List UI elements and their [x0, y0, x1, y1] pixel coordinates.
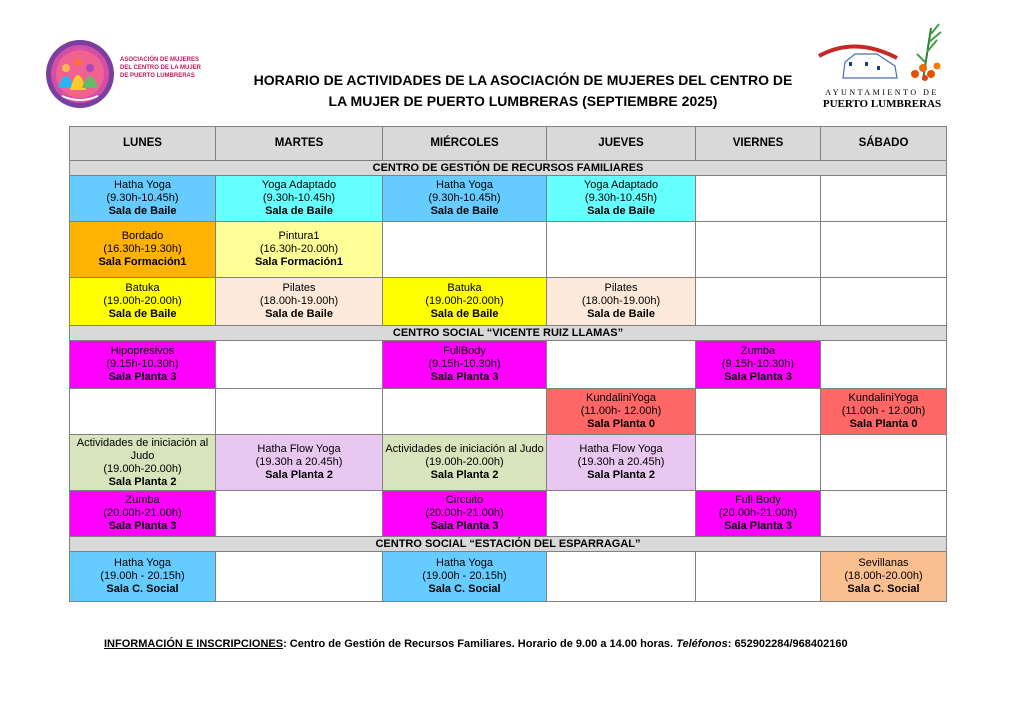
activity-place: Sala Planta 2 — [108, 475, 177, 488]
activity-time: (19.00h-20.00h) — [425, 295, 504, 307]
day-header-thursday: JUEVES — [547, 127, 696, 161]
activity-cell — [216, 278, 383, 326]
schedule-row — [70, 389, 947, 435]
empty-cell — [696, 222, 821, 278]
activity-name: Yoga Adaptado — [583, 179, 659, 191]
empty-cell — [547, 491, 696, 537]
empty-cell — [547, 552, 696, 602]
activity-cell — [547, 389, 696, 435]
activity-cell — [821, 552, 947, 602]
empty-cell — [821, 491, 947, 537]
activity-time: (19.30h a 20.45h) — [577, 456, 665, 468]
activity-name: Hatha Yoga — [114, 179, 171, 191]
activity-time: (19.00h-20.00h) — [103, 462, 182, 475]
activity-place: Sala C. Social — [106, 583, 179, 595]
activity-name: Bordado — [121, 230, 164, 242]
activity-place: Sala Planta 0 — [587, 418, 655, 430]
activity-place: Sala Planta 3 — [724, 520, 792, 532]
activity-place: Sala de Baile — [265, 205, 333, 217]
activity-cell — [216, 435, 383, 491]
activity-place: Sala Planta 3 — [430, 371, 499, 383]
municipality-name: PUERTO LUMBRERAS — [822, 98, 942, 110]
activity-name: Circuito — [445, 494, 484, 506]
activity-name: Pilates — [604, 282, 638, 294]
activity-place: Sala Formación1 — [98, 256, 187, 268]
schedule-row — [70, 341, 947, 389]
activity-name: Zumba — [740, 345, 776, 357]
activity-name: Hatha Yoga — [436, 557, 493, 569]
activity-time: (19.30h a 20.45h) — [255, 456, 343, 468]
activity-name: Sevillanas — [858, 557, 909, 569]
activity-name: Yoga Adaptado — [261, 179, 337, 191]
activity-time: (9.30h-10.45h) — [428, 192, 501, 204]
empty-cell — [696, 389, 821, 435]
activity-cell — [821, 389, 947, 435]
empty-cell — [696, 435, 821, 491]
empty-cell — [216, 552, 383, 602]
activity-name: Actividades de iniciación al Judo — [385, 443, 544, 455]
activity-name: KundaliniYoga — [848, 392, 919, 404]
activity-name: Pintura1 — [278, 230, 320, 242]
section-title: CENTRO SOCIAL “ESTACIÓN DEL ESPARRAGAL” — [70, 537, 947, 552]
section-title: CENTRO DE GESTIÓN DE RECURSOS FAMILIARES — [70, 161, 947, 176]
activity-time: (19.00h-20.00h) — [425, 456, 504, 468]
activity-cell — [696, 341, 821, 389]
activity-place: Sala Planta 0 — [849, 418, 918, 430]
section-title: CENTRO SOCIAL “VICENTE RUIZ LLAMAS” — [70, 326, 947, 341]
activity-time: (19.00h-20.00h) — [103, 295, 182, 307]
activity-place: Sala Planta 2 — [265, 469, 333, 481]
activity-name: Hatha Yoga — [114, 557, 171, 569]
activity-time: (18.00h-20.00h) — [844, 570, 923, 582]
activity-place: Sala de Baile — [587, 308, 655, 320]
activity-time: (20.00h-21.00h) — [718, 507, 798, 519]
activity-place: Sala Planta 2 — [430, 469, 499, 481]
schedule-row — [70, 552, 947, 602]
empty-cell — [383, 222, 547, 278]
activity-name: Batuka — [125, 282, 160, 294]
empty-cell — [216, 491, 383, 537]
activity-place: Sala Planta 2 — [587, 469, 655, 481]
empty-cell — [821, 222, 947, 278]
activity-cell — [70, 176, 216, 222]
association-logo — [44, 38, 204, 110]
activity-place: Sala de Baile — [430, 308, 499, 320]
activity-place: Sala Planta 3 — [724, 371, 792, 383]
activity-place: Sala de Baile — [108, 205, 177, 217]
empty-cell — [821, 176, 947, 222]
activity-place: Sala de Baile — [587, 205, 655, 217]
schedule-row — [70, 491, 947, 537]
association-name-line3: DE PUERTO LUMBRERAS — [120, 73, 195, 79]
activity-time: (16.30h-20.00h) — [259, 243, 339, 255]
activity-name: Batuka — [447, 282, 482, 294]
day-header-friday: VIERNES — [696, 127, 821, 161]
activity-time: (9.15h-10.30h) — [106, 358, 179, 370]
day-header-tuesday: MARTES — [216, 127, 383, 161]
activity-cell — [696, 491, 821, 537]
day-header-wednesday: MIÉRCOLES — [383, 127, 547, 161]
empty-cell — [547, 222, 696, 278]
activity-place: Sala Planta 3 — [430, 520, 499, 532]
footer-info — [104, 638, 964, 650]
section-row — [70, 326, 947, 341]
women-circle-logo-icon — [44, 38, 116, 110]
section-row — [70, 161, 947, 176]
activity-place: Sala C. Social — [847, 583, 920, 595]
activity-name: Hipopresivos — [110, 345, 175, 357]
activity-time: (11.00h- 12.00h) — [580, 405, 662, 417]
activity-time: (9.30h-10.45h) — [262, 192, 336, 204]
day-header-saturday: SÁBADO — [821, 127, 947, 161]
day-header-row — [70, 127, 947, 161]
activity-cell — [547, 176, 696, 222]
schedule-row — [70, 222, 947, 278]
activity-name: Hatha Yoga — [436, 179, 493, 191]
page-title — [238, 70, 808, 112]
activity-place: Sala Formación1 — [254, 256, 344, 268]
activity-name: KundaliniYoga — [586, 392, 656, 404]
activity-name: Hatha Flow Yoga — [579, 443, 663, 455]
activity-name: Full Body — [735, 494, 781, 506]
activity-place: Sala C. Social — [428, 583, 501, 595]
footer-label: INFORMACIÓN E INSCRIPCIONES — [104, 638, 284, 650]
activity-cell — [547, 435, 696, 491]
activity-name: Hatha Flow Yoga — [257, 443, 341, 455]
activity-time: (16.30h-19.30h) — [103, 243, 182, 255]
activity-name: Zumba — [125, 494, 160, 506]
empty-cell — [696, 552, 821, 602]
activity-time: (9.15h-10.30h) — [721, 358, 795, 370]
activity-name: Actividades de iniciación al Judo — [76, 436, 209, 462]
activity-cell — [70, 341, 216, 389]
activity-place: Sala de Baile — [430, 205, 499, 217]
activity-cell — [70, 491, 216, 537]
title-line2: LA MUJER DE PUERTO LUMBRERAS (SEPTIEMBRE 2025) — [328, 93, 718, 109]
association-name-line2: DEL CENTRO DE LA MUJER — [120, 65, 202, 71]
activity-cell — [383, 435, 547, 491]
activity-time: (19.00h - 20.15h) — [100, 570, 185, 582]
activity-place: Sala Planta 3 — [108, 520, 177, 532]
activity-cell — [70, 552, 216, 602]
schedule-row — [70, 278, 947, 326]
activity-cell — [383, 176, 547, 222]
activity-cell — [70, 222, 216, 278]
activity-cell — [383, 278, 547, 326]
activity-time: (18.00h-19.00h) — [259, 295, 339, 307]
activity-time: (19.00h - 20.15h) — [422, 570, 507, 582]
ayuntamiento-label: AYUNTAMIENTO DE — [825, 88, 939, 97]
activity-time: (18.00h-19.00h) — [581, 295, 661, 307]
activity-name: FullBody — [443, 345, 486, 357]
activity-time: (11.00h - 12.00h) — [841, 405, 926, 417]
empty-cell — [821, 341, 947, 389]
activity-place: Sala Planta 3 — [108, 371, 177, 383]
empty-cell — [547, 341, 696, 389]
empty-cell — [383, 389, 547, 435]
empty-cell — [821, 278, 947, 326]
footer-phone-label: Teléfonos — [676, 638, 728, 650]
activity-time: (9.15h-10.30h) — [428, 358, 501, 370]
empty-cell — [696, 278, 821, 326]
day-header-monday: LUNES — [70, 127, 216, 161]
association-name-line1: ASOCIACIÓN DE MUJERES — [120, 57, 200, 63]
association-name — [120, 56, 210, 80]
activity-cell — [216, 222, 383, 278]
empty-cell — [821, 435, 947, 491]
schedule-table — [69, 126, 947, 602]
empty-cell — [696, 176, 821, 222]
title-line1: HORARIO DE ACTIVIDADES DE LA ASOCIACIÓN DE MUJERES DEL CENTRO DE — [253, 72, 793, 88]
activity-cell — [216, 176, 383, 222]
schedule-row — [70, 176, 947, 222]
empty-cell — [216, 389, 383, 435]
activity-time: (20.00h-21.00h) — [103, 507, 182, 519]
activity-time: (9.30h-10.45h) — [106, 192, 179, 204]
activity-cell — [383, 552, 547, 602]
ayuntamiento-logo — [815, 18, 950, 113]
activity-cell — [383, 491, 547, 537]
activity-cell — [547, 278, 696, 326]
activity-name: Pilates — [282, 282, 316, 294]
activity-place: Sala de Baile — [265, 308, 333, 320]
empty-cell — [216, 341, 383, 389]
footer-phones: : 652902284/968402160 — [727, 638, 848, 650]
empty-cell — [70, 389, 216, 435]
activity-cell — [70, 278, 216, 326]
activity-time: (9.30h-10.45h) — [584, 192, 658, 204]
activity-place: Sala de Baile — [108, 308, 177, 320]
activity-time: (20.00h-21.00h) — [425, 507, 504, 519]
footer-text: : Centro de Gestión de Recursos Familiares. Horario de 9.00 a 14.00 horas. — [283, 638, 677, 650]
activity-cell — [70, 435, 216, 491]
ayuntamiento-house-icon — [815, 18, 950, 88]
schedule-row — [70, 435, 947, 491]
section-row — [70, 537, 947, 552]
activity-cell — [383, 341, 547, 389]
